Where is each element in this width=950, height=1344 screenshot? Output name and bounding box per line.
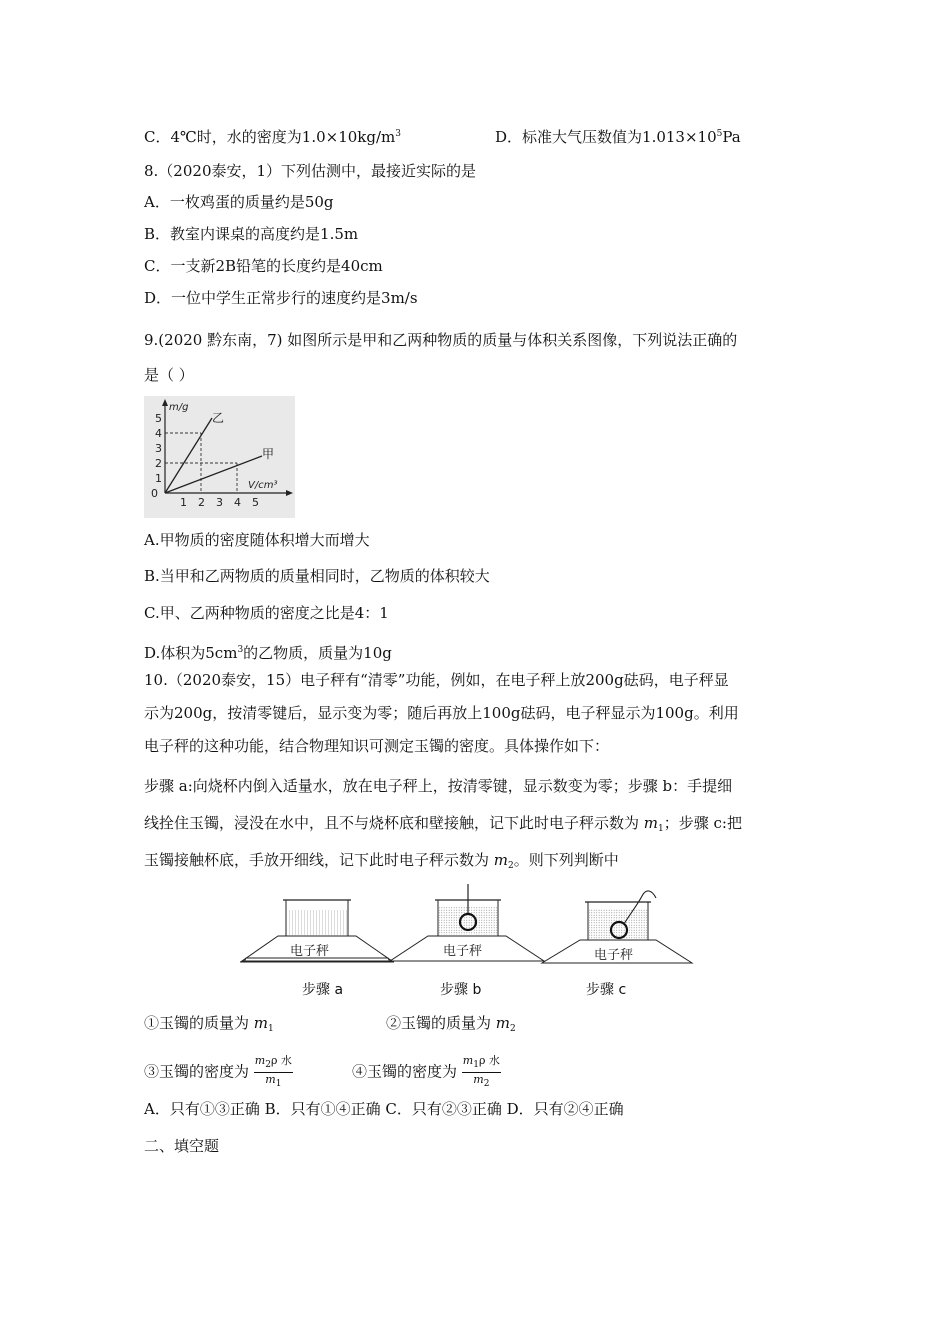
water (287, 910, 347, 935)
x-tick: 5 (252, 496, 259, 509)
q10-statement-1: ①玉镯的质量为 $m_1$ (144, 1014, 274, 1034)
q8-option-b: B．教室内课桌的高度约是1.5m (144, 225, 359, 243)
y-tick: 5 (155, 412, 162, 425)
q10-choices: A．只有①③正确 B．只有①④正确 C．只有②③正确 D．只有②④正确 (144, 1100, 624, 1118)
q9-option-b: B.当甲和乙两物质的质量相同时，乙物质的体积较大 (144, 567, 490, 585)
y-tick: 2 (155, 457, 162, 470)
q10-step-c-text: 玉镯接触杯底，手放开细线，记下此时电子秤示数为 $m_2$。则下列判断中 (144, 851, 619, 871)
q10-step-a-text: 步骤 a:向烧杯内倒入适量水，放在电子秤上，按清零键，显示数变为零；步骤 b：手提细 (144, 777, 733, 795)
line-yi-label: 乙 (212, 411, 225, 425)
scale-step-a (240, 900, 394, 962)
q8-stem: 8.（2020泰安，1）下列估测中，最接近实际的是 (144, 162, 477, 180)
q8-option-d: D．一位中学生正常步行的速度约是3m/s (144, 289, 418, 307)
x-tick: 1 (180, 496, 187, 509)
y-tick: 0 (151, 487, 158, 500)
step-b-label: 步骤 b (440, 982, 482, 998)
q9-option-d: D.体积为$5cm^3$的乙物质，质量为10g (144, 644, 392, 662)
q7-option-c: C．4℃时，水的密度为$1.0\times 10kg/m^3$ (144, 128, 402, 146)
scale-step-b (390, 884, 544, 961)
q9-option-c: C.甲、乙两种物质的密度之比是4：1 (144, 604, 389, 622)
mass-volume-graph (144, 396, 295, 518)
step-c-label: 步骤 c (586, 982, 627, 998)
q9-stem-line1: 9.(2020 黔东南，7) 如图所示是甲和乙两种物质的质量与体积关系图像，下列说法正确的 (144, 331, 738, 349)
density-fraction: $\frac{m_1\rho 水}{m_2}$ (462, 1054, 500, 1089)
q10-statement-4: ④玉镯的密度为 $\frac{m_1\rho 水}{m_2}$ (352, 1054, 500, 1089)
x-tick: 2 (198, 496, 205, 509)
q10-line1: 10.（2020泰安，15）电子秤有“清零”功能，例如，在电子秤上放200g砝码，电子秤显 (144, 671, 729, 689)
x-tick: 3 (216, 496, 223, 509)
y-axis-label: m/g (169, 402, 189, 413)
density-fraction: $\frac{m_2\rho 水}{m_1}$ (254, 1054, 292, 1089)
q10-statement-2: ②玉镯的质量为 $m_2$ (386, 1014, 516, 1034)
q10-line2: 示为200g，按清零键后，显示变为零；随后再放上100g砝码，电子秤显示为100g。利用 (144, 704, 739, 722)
line-jia-label: 甲 (262, 447, 275, 461)
y-tick: 3 (155, 442, 162, 455)
q10-line3: 电子秤的这种功能，结合物理知识可测定玉镯的密度。具体操作如下： (144, 737, 610, 755)
q10-step-b-text: 线拴住玉镯，浸没在水中，且不与烧杯底和壁接触，记下此时电子秤示数为 $m_1$；步骤 c:把 (144, 814, 742, 834)
scale-step-c (542, 891, 692, 963)
q8-option-a: A．一枚鸡蛋的质量约是50g (144, 193, 334, 211)
q10-statement-3: ③玉镯的密度为 $\frac{m_2\rho 水}{m_1}$ (144, 1054, 292, 1089)
y-tick: 4 (155, 427, 162, 440)
x-tick: 4 (234, 496, 241, 509)
x-axis-label: V/cm³ (248, 480, 278, 491)
scale-label: 电子秤 (594, 948, 634, 963)
q7-option-d: D．标准大气压数值为$1.013\times 10^5Pa$ (495, 128, 741, 146)
water (589, 909, 647, 939)
q9-stem-line2: 是（ ） (144, 366, 194, 384)
step-a-label: 步骤 a (302, 982, 344, 998)
section-title: 二、填空题 (144, 1137, 220, 1155)
scale-label: 电子秤 (443, 944, 483, 959)
y-tick: 1 (155, 472, 162, 485)
scale-label: 电子秤 (290, 944, 330, 959)
q8-option-c: C．一支新2B铅笔的长度约是40cm (144, 257, 383, 275)
q9-option-a: A.甲物质的密度随体积增大而增大 (144, 531, 370, 549)
